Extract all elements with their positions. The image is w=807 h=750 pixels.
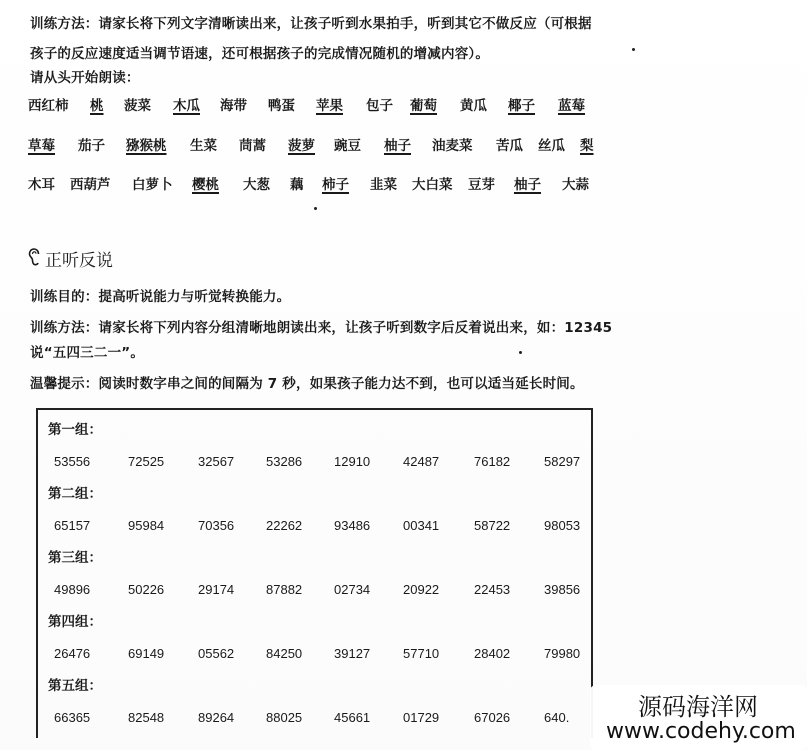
method2-line-2: 说“五四三二一”。: [30, 345, 145, 361]
word: 包子: [366, 98, 393, 114]
group-label: 第二组：: [48, 486, 102, 502]
section-title-text: 正听反说: [45, 251, 113, 271]
fruit-word: 木瓜: [173, 98, 200, 114]
word: 西红柿: [28, 98, 69, 114]
word: 海带: [220, 98, 247, 114]
word: 茄子: [78, 138, 105, 154]
fruit-word: 菠萝: [288, 138, 315, 154]
number-string: 26476: [54, 646, 91, 661]
number-string: 39856: [544, 582, 581, 597]
word: 藕: [290, 177, 304, 193]
number-string: 45661: [334, 710, 371, 725]
number-string: 67026: [474, 710, 511, 725]
tip-line: 温馨提示：阅读时数字串之间的间隔为 7 秒，如果孩子能力达不到，也可以适当延长时间。: [30, 376, 584, 392]
word: 菠菜: [124, 98, 151, 114]
watermark: [590, 685, 807, 750]
number-string: 42487: [403, 454, 440, 469]
number-string: 65157: [54, 518, 91, 533]
ear-icon: [28, 248, 42, 271]
fruit-word: 柚子: [384, 138, 411, 154]
number-string: 53556: [54, 454, 91, 469]
word: 木耳: [28, 177, 55, 193]
fruit-word: 猕猴桃: [126, 138, 167, 154]
number-string: 93486: [334, 518, 371, 533]
word: 大葱: [243, 177, 270, 193]
number-string: 69149: [128, 646, 165, 661]
number-string: 72525: [128, 454, 165, 469]
method-line-1: 训练方法：请家长将下列文字清晰读出来，让孩子听到水果拍手，听到其它不做反应（可根据: [30, 16, 592, 32]
number-string: 58722: [474, 518, 511, 533]
number-string: 32567: [198, 454, 235, 469]
number-string: 05562: [198, 646, 235, 661]
word: 大蒜: [562, 177, 589, 193]
number-groups-box: [36, 408, 593, 738]
fruit-word: 葡萄: [410, 98, 437, 114]
number-string: 02734: [334, 582, 371, 597]
fruit-word: 梨: [580, 138, 594, 154]
number-string: 95984: [128, 518, 165, 533]
scan-dot: [519, 351, 522, 354]
word: 鸭蛋: [268, 98, 295, 114]
watermark-url: www.codehy.com: [606, 719, 796, 744]
fruit-word: 苹果: [316, 98, 343, 114]
fruit-word: 草莓: [28, 138, 55, 154]
fruit-word: 樱桃: [192, 177, 219, 193]
number-string: 89264: [198, 710, 235, 725]
number-string: 53286: [266, 454, 303, 469]
fruit-word: 柿子: [322, 177, 349, 193]
number-string: 22262: [266, 518, 303, 533]
word: 大白菜: [412, 177, 453, 193]
number-string: 12910: [334, 454, 371, 469]
number-string: 76182: [474, 454, 511, 469]
word: 西葫芦: [70, 177, 111, 193]
method-line-2: 孩子的反应速度适当调节语速，还可根据孩子的完成情况随机的增减内容）。: [30, 46, 490, 62]
number-string: 01729: [403, 710, 440, 725]
word: 豌豆: [334, 138, 361, 154]
scan-dot: [314, 207, 317, 210]
number-string: 22453: [474, 582, 511, 597]
word: 白萝卜: [132, 177, 173, 193]
fruit-word: 椰子: [508, 98, 535, 114]
number-string: 39127: [334, 646, 371, 661]
number-string: 50226: [128, 582, 165, 597]
group-label: 第一组：: [48, 422, 102, 438]
fruit-word: 柚子: [514, 177, 541, 193]
group-label: 第三组：: [48, 550, 102, 566]
word: 茼蒿: [239, 138, 266, 154]
word: 苦瓜: [496, 138, 523, 154]
group-label: 第五组：: [48, 678, 102, 694]
number-string: 49896: [54, 582, 91, 597]
watermark-title: 源码海洋网: [638, 693, 758, 721]
number-string: 88025: [266, 710, 303, 725]
group-label: 第四组：: [48, 614, 102, 630]
word: 油麦菜: [432, 138, 473, 154]
number-string: 640.: [544, 710, 570, 725]
number-string: 20922: [403, 582, 440, 597]
word: 丝瓜: [538, 138, 565, 154]
fruit-word: 桃: [90, 98, 104, 114]
scan-dot: [632, 48, 635, 51]
method2-line-1: 训练方法：请家长将下列内容分组清晰地朗读出来，让孩子听到数字后反着说出来，如：12345: [30, 320, 613, 336]
number-string: 28402: [474, 646, 511, 661]
fruit-word: 蓝莓: [558, 98, 585, 114]
number-string: 82548: [128, 710, 165, 725]
word: 韭菜: [370, 177, 397, 193]
number-string: 66365: [54, 710, 91, 725]
number-string: 84250: [266, 646, 303, 661]
number-string: 87882: [266, 582, 303, 597]
number-string: 00341: [403, 518, 440, 533]
number-string: 98053: [544, 518, 581, 533]
purpose-line: 训练目的：提高听说能力与听觉转换能力。: [30, 289, 291, 305]
word: 黄瓜: [460, 98, 487, 114]
number-string: 79980: [544, 646, 581, 661]
word: 豆芽: [468, 177, 495, 193]
number-string: 57710: [403, 646, 440, 661]
number-string: 29174: [198, 582, 235, 597]
section-title: [28, 246, 113, 271]
start-prompt: 请从头开始朗读：: [30, 70, 140, 86]
number-string: 58297: [544, 454, 581, 469]
word: 生菜: [190, 138, 217, 154]
number-string: 70356: [198, 518, 235, 533]
